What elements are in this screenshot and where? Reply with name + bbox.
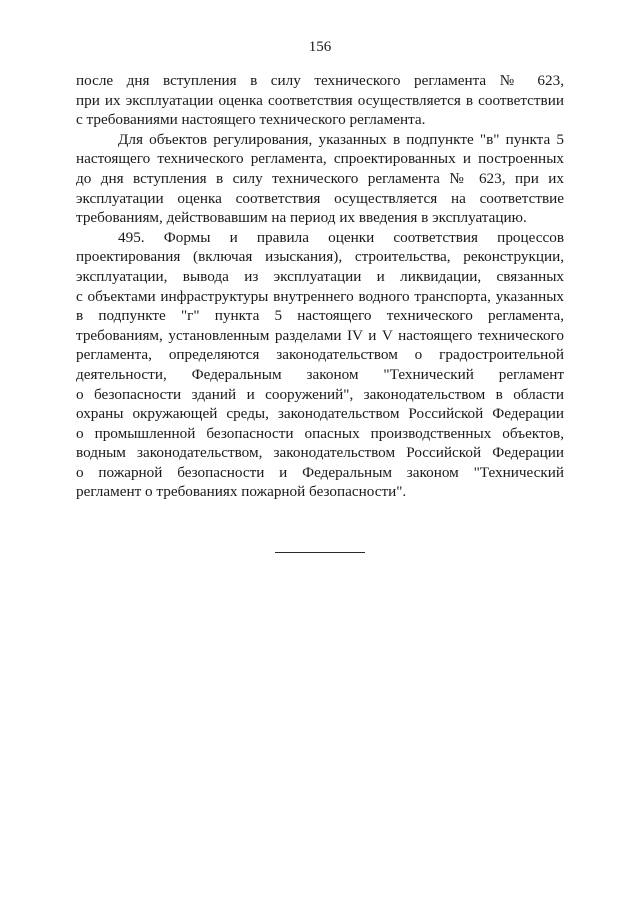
paragraph-line: водным законодательством, законодательством Российской Федерации: [76, 444, 564, 462]
paragraph-line: с объектами инфраструктуры внутреннего водного транспорта, указанных: [76, 287, 564, 305]
paragraph-line: регламент о требованиях пожарной безопасности".: [76, 483, 407, 501]
paragraph-line: охраны окружающей среды, законодательством Российской Федерации: [76, 405, 564, 423]
paragraph: [76, 130, 564, 228]
paragraph-line: эксплуатации, вывода из эксплуатации и ликвидации, связанных: [76, 267, 564, 285]
paragraph-line: с требованиями настоящего технического регламента.: [76, 111, 426, 129]
paragraph-line: деятельности, Федеральным законом "Технический регламент: [76, 365, 564, 383]
end-of-document-rule: [275, 552, 365, 553]
paragraph-line: настоящего технического регламента, спроектированных и построенных: [76, 150, 564, 168]
paragraph-line: требованиям, установленным разделами IV и V настоящего технического: [76, 326, 564, 344]
paragraph-line: о промышленной безопасности опасных производственных объектов,: [76, 424, 564, 442]
paragraph-line: при их эксплуатации оценка соответствия осуществляется в соответствии: [76, 91, 564, 109]
paragraph-line: о безопасности зданий и сооружений", законодательством в области: [76, 385, 564, 403]
page-number: 156: [308, 39, 332, 55]
paragraph-line: эксплуатации оценка соответствия осуществляется на соответствие: [76, 189, 564, 207]
paragraph: [76, 71, 564, 130]
paragraph-line: регламента, определяются законодательством о градостроительной: [76, 346, 564, 364]
document-body: [76, 71, 564, 502]
paragraph-line: 495. Формы и правила оценки соответствия процессов: [118, 228, 564, 246]
paragraph-line: до дня вступления в силу технического регламента № 623, при их: [76, 169, 564, 187]
paragraph-line: Для объектов регулирования, указанных в подпункте "в" пункта 5: [118, 130, 564, 148]
paragraph-line: проектирования (включая изыскания), строительства, реконструкции,: [76, 248, 564, 266]
paragraph-line: о пожарной безопасности и Федеральным законом "Технический: [76, 463, 564, 481]
paragraph-line: в подпункте "г" пункта 5 настоящего технического регламента,: [76, 307, 564, 325]
paragraph: [76, 228, 564, 502]
paragraph-line: после дня вступления в силу технического регламента № 623,: [76, 72, 564, 89]
paragraph-line: требованиям, действовавшим на период их введения в эксплуатацию.: [76, 209, 527, 227]
